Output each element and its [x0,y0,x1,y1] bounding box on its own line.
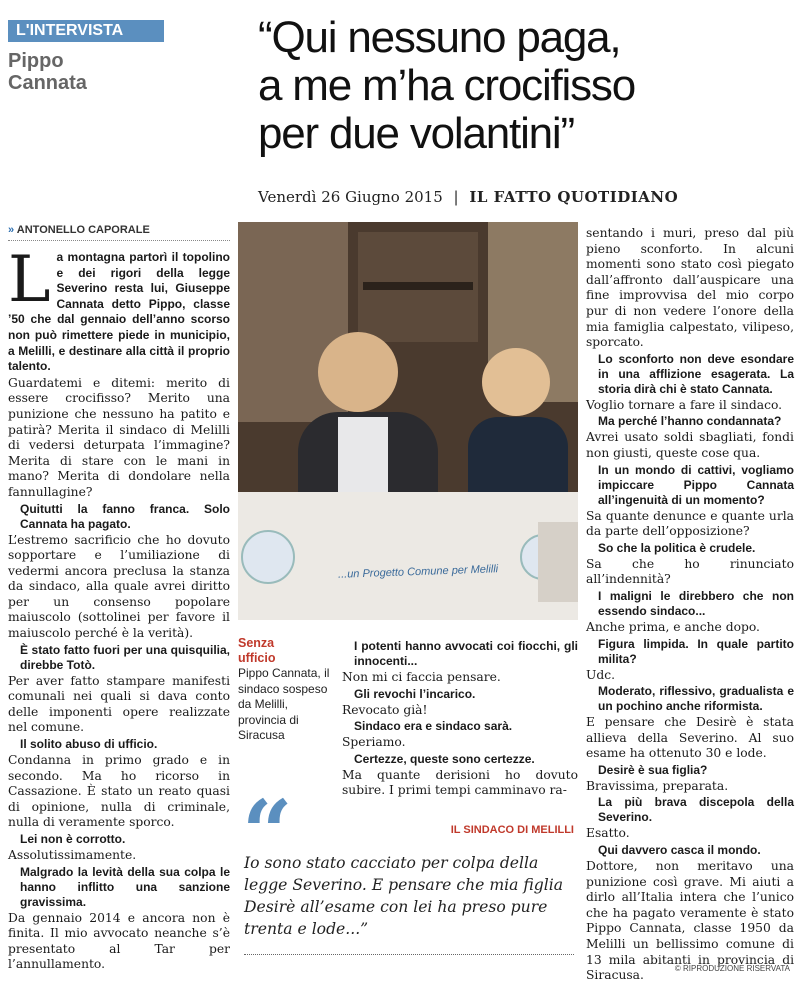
photo-illustration [238,222,578,620]
photo [238,222,578,620]
column-3 [586,226,794,985]
dateline: Venerdì 26 Giugno 2015 [258,188,443,206]
photo-caption [238,636,336,744]
pullquote-divider [244,954,574,955]
dateline-row [258,188,678,206]
column-1 [8,243,230,974]
lead-paragraph [8,243,230,375]
interview-question: Moderato, riflessivo, gradualista e un pochino anche riformista. [598,684,794,714]
dateline-separator: | [453,188,459,206]
interview-question: Malgrado la levità della sua colpa le hanno inflitto una sanzione gravissima. [20,864,230,909]
interview-answer: E pensare che Desirè è stata allieva della Severino. Al suo esame ha ottenuto 30 e lode. [586,715,794,761]
interview-question: In un mondo di cattivi, vogliamo impiccare Pippo Cannata all’ingenuità di un momento? [598,462,794,507]
newspaper-name: IL FATTO QUOTIDIANO [469,188,679,206]
byline-divider [8,240,230,241]
interview-answer: Sa quante denunce e quante urla da parte dell’opposizione? [586,508,794,539]
interview-question: Gli revochi l’incarico. [354,686,476,701]
interview-answer: Voglio tornare a fare il sindaco. [586,397,783,412]
interview-question: Desirè è sua figlia? [598,762,708,777]
interview-question: Figura limpida. In quale partito milita? [598,636,794,666]
headline [258,14,635,158]
interview-answer: Revocato già! [342,702,428,717]
interview-answer: Dottore, non meritavo una punizione così grave. Mi aiuti a dirlo all’Italia intera che l’unico che ha pagato veramente è stato Pippo Cannata, classe 1950 da Melilli un bellissimo comune di 13 mila abitanti in provincia di Siracusa. [586,859,794,983]
section-tag: L'INTERVISTA [8,20,164,42]
interview-answer: Assolutissimamente. [8,848,137,862]
interview-answer: Da gennaio 2014 e ancora non è finita. Il mio avvocato neanche s’è presentato al Tar per l’annullamento. [8,910,230,972]
interview-answer: Udc. [586,667,616,682]
interview-question: So che la politica è crudele. [598,540,756,555]
interview-answer: Per aver fatto stampare manifesti comunali nei quali si dava conto delle imponenti opere realizzate nel comune. [8,673,230,735]
interview-question: È stato fatto fuori per una quisquilia, direbbe Totò. [20,642,230,672]
column-1-body [8,502,230,973]
interview-answer: Esatto. [586,826,630,841]
byline [8,224,150,236]
byline-author: ANTONELLO CAPORALE [16,224,150,236]
interview-question: I potenti hanno avvocati coi fiocchi, gli innocenti... [354,639,578,668]
caption-title [238,636,336,666]
headline-line-2: a me m’ha crocifisso [258,61,636,110]
interview-answer: Anche prima, e anche dopo. [586,619,760,634]
interview-answer: Condanna in primo grado e in secondo. Ma ho ricorso in Cassazione. È stato un reato quasi di opinione, nulla di criminale, nulla di veramente sporco. [8,753,230,830]
caption-title-line-1: Senza [238,636,275,650]
interview-answer: Avrei usato soldi sbagliati, fondi non giusti, queste cose qua. [586,430,794,460]
interview-question: I maligni le direbbero che non essendo sindaco... [598,588,794,618]
interview-answer: sentando i muri, preso dal più pieno sconforto. In alcuni momenti sono stato così piegato dall’affronto dall’auspicare una fine improvvisa del mio corpo pur di non vedere l’onore della mia famiglia calpestato, vilipeso, sporcato. [586,226,794,350]
interview-question: Ma perché l’hanno condannata? [598,414,782,429]
caption-text: Pippo Cannata, il sindaco sospeso da Melilli, provincia di Siracusa [238,666,330,742]
interview-question: Certezze, queste sono certezze. [354,751,535,766]
pullquote-text: Io sono stato cacciato per colpa della legge Severino. E pensare che mia figlia Desirè all’esame con lei ha preso pure trenta e lode...” [244,854,564,938]
interview-question: Lo sconforto non deve esondare in una afflizione esagerata. La storia dirà chi è stato Cannata. [598,351,794,396]
column-2-body [342,639,578,799]
interview-question: Quitutti la fanno franca. Solo Cannata ha pagato. [20,501,230,531]
quote-marks-icon: “ [242,780,293,884]
subject-name-last: Cannata [8,72,87,94]
lead-rest: Guardatemi e ditemi: merito di essere crocifisso? Merito una punizione che nessuno ha patito e patirà? Merita il sindaco di Melilli di vedersi deturpata l’immagine? Merita di stare con le mani in mano? Merita di dondolare nella fannullagine? [8,375,230,499]
byline-prefix: » [8,224,15,236]
interview-answer: Ma quante derisioni ho dovuto subire. I primi tempi camminavo ra- [342,767,578,798]
caption-title-line-2: ufficio [238,651,276,665]
interview-answer: Bravissima, preparata. [586,778,729,793]
interview-answer: Speriamo. [342,735,406,750]
headline-line-3: per due volantini” [258,109,574,158]
subject-name-first: Pippo [8,50,64,72]
interview-question: Sindaco era e sindaco sarà. [354,719,513,734]
subject-name [8,50,87,94]
copyright-note: © RIPRODUZIONE RISERVATA [674,964,790,973]
interview-answer: Non mi ci faccia pensare. [342,670,501,684]
interview-answer: L’estremo sacrificio che ho dovuto sopportare e l’umiliazione di vedermi ancora preclusa la stanza da sindaco, alla quale avrei diritto per un consenso popolare maiuscolo (sottolinei per favore il maiuscolo perché è la verità). [8,532,230,641]
pullquote-label: IL SINDACO DI MELILLI [450,824,574,836]
photo-banner-text: ...un Progetto Comune per Melilli [337,563,499,581]
lead-first-part: a montagna partorì il topolino e dei rigori della legge Severino resta lui, Giuseppe Cannata detto Pippo, classe ’50 che dal gennaio dell’anno scorso non può rimettere piede in municipio, a Melilli, e destinare alla città il proprio talento. [8,250,230,374]
column-2 [342,638,578,800]
dropcap: L [8,243,51,317]
headline-line-1: “Qui nessuno paga, [258,13,621,62]
interview-question: Lei non è corrotto. [20,832,126,846]
interview-question: Il solito abuso di ufficio. [20,737,158,752]
column-3-body [586,226,794,984]
interview-question: La più brava discepola della Severino. [598,795,794,825]
interview-answer: Sa che ho rinunciato all’indennità? [586,556,794,587]
interview-question: Qui davvero casca il mondo. [598,843,761,858]
